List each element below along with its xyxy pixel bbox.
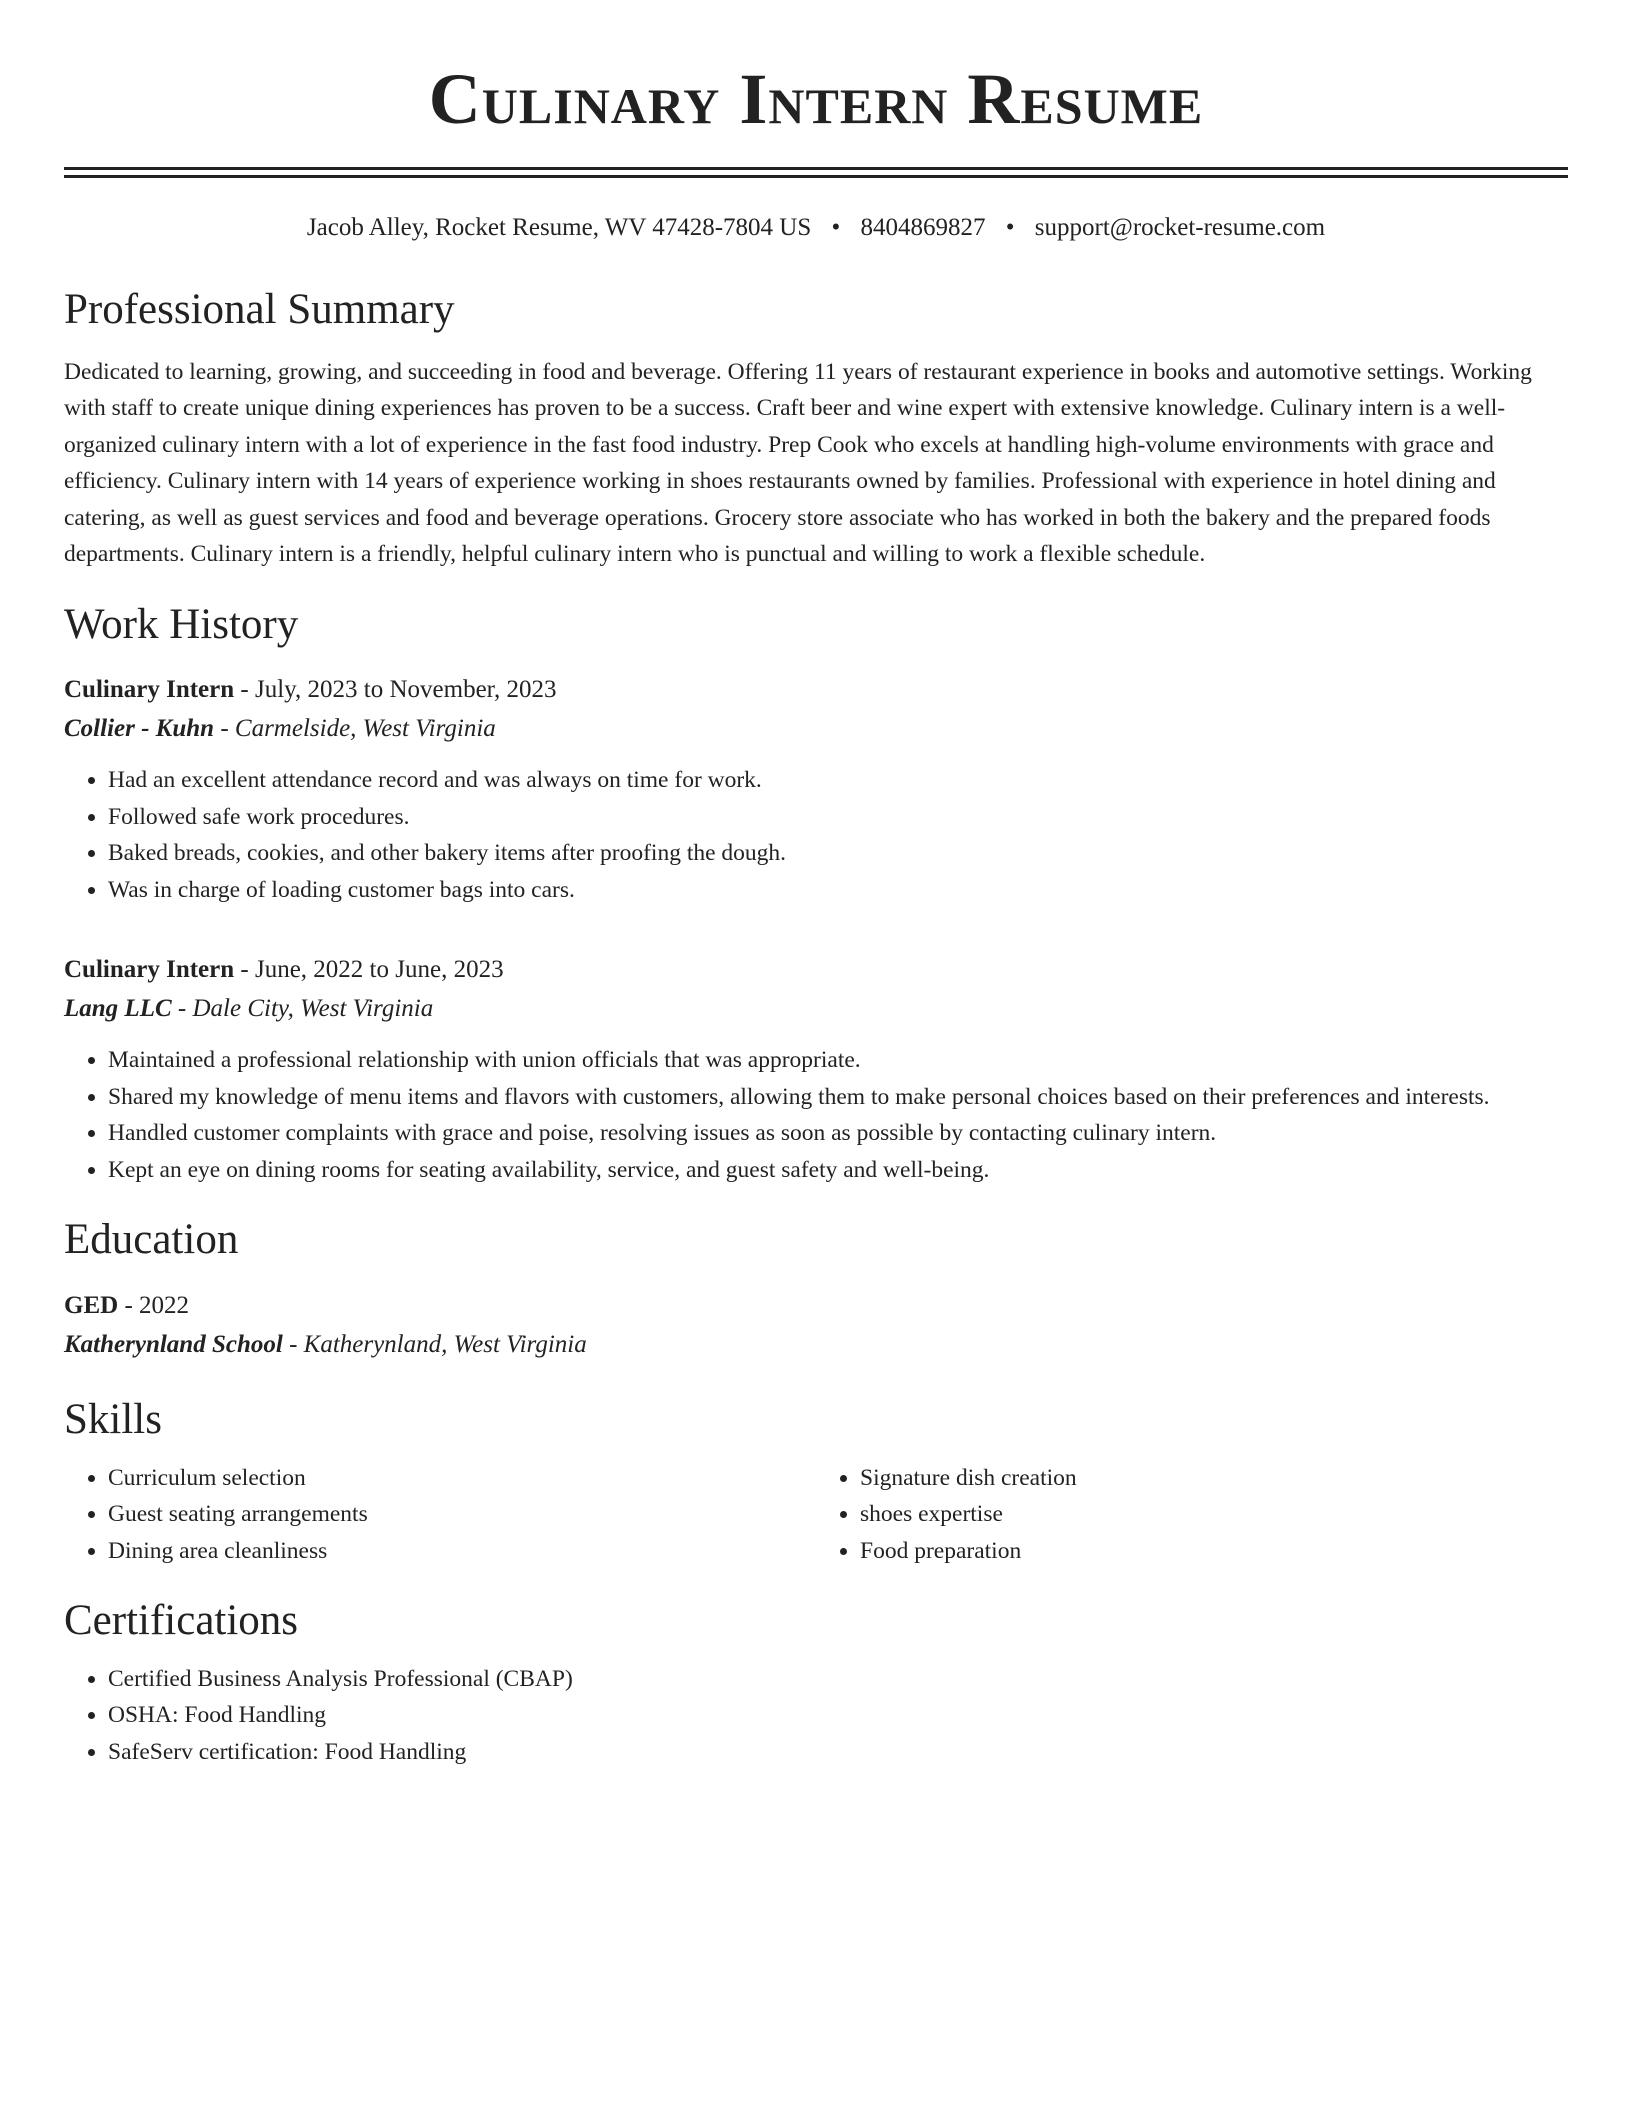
job-bullets [64, 1042, 1568, 1188]
job-location: Carmelside, West Virginia [234, 715, 496, 743]
education-school: Katherynland School [64, 1331, 283, 1359]
education-dash: - [118, 1292, 140, 1320]
education-year: 2022 [139, 1292, 190, 1320]
job-title-line [64, 950, 1568, 989]
education-degree-line [64, 1286, 1568, 1325]
job-dash: - [214, 715, 235, 743]
list-item: • Guest seating arrangements [108, 1496, 816, 1533]
education-section [64, 1214, 1568, 1364]
certifications-heading: Certifications [64, 1597, 299, 1645]
contact-separator: • [1005, 213, 1015, 241]
skills-section [64, 1394, 1568, 1569]
resume-title: Culinary Intern Resume [428, 59, 1204, 139]
list-item: • Was in charge of loading customer bags into cars. [108, 872, 1568, 909]
skills-grid [64, 1460, 1568, 1570]
list-item: • Had an excellent attendance record and was always on time for work. [108, 762, 1568, 799]
job-company: Lang LLC [64, 995, 172, 1023]
job-dates: June, 2022 to June, 2023 [254, 956, 504, 984]
title-double-rule [64, 167, 1568, 178]
job-entry [64, 670, 1568, 908]
education-dash: - [282, 1331, 304, 1359]
list-item: • Dining area cleanliness [108, 1533, 816, 1570]
education-entry [64, 1286, 1568, 1364]
contact-address: Jacob Alley, Rocket Resume, WV 47428-7804 US [306, 213, 812, 241]
list-item: • Kept an eye on dining rooms for seating availability, service, and guest safety and well-being. [108, 1152, 1568, 1189]
list-item: • Baked breads, cookies, and other bakery items after proofing the dough. [108, 835, 1568, 872]
job-dash: - [234, 956, 255, 984]
education-degree: GED [64, 1292, 119, 1320]
certifications-section [64, 1595, 1568, 1770]
job-dates: July, 2023 to November, 2023 [254, 676, 557, 704]
contact-email: support@rocket-resume.com [1034, 213, 1326, 241]
summary-text: Dedicated to learning, growing, and succeeding in food and beverage. Offering 11 years of restaurant experience in books and automotive settings. Working with staff to create unique dining experiences has proven to be a success. Craft beer and wine expert with extensive knowledge. Culinary intern is a well-organized culinary intern with a lot of experience in the fast food industry. Prep Cook who excels at handling high-volume environments with grace and efficiency. Culinary intern with 14 years of experience working in shoes restaurants owned by families. Professional with experience in hotel dining and catering, as well as guest services and food and beverage operations. Grocery store associate who has worked in both the bakery and the prepared foods departments. Culinary intern is a friendly, helpful culinary intern who is punctual and willing to work a flexible schedule. [64, 358, 1532, 568]
job-company-line [64, 989, 1568, 1028]
list-item: • Signature dish creation [860, 1460, 1568, 1497]
list-item: • Maintained a professional relationship with union officials that was appropriate. [108, 1042, 1568, 1079]
list-item: • Curriculum selection [108, 1460, 816, 1497]
list-item: • Handled customer complaints with grace and poise, resolving issues as soon as possible by contacting culinary intern. [108, 1115, 1568, 1152]
education-school-line [64, 1325, 1568, 1364]
summary-section [64, 284, 1568, 573]
certifications-list [64, 1661, 1568, 1771]
list-item: • Followed safe work procedures. [108, 799, 1568, 836]
summary-heading: Professional Summary [64, 286, 455, 334]
education-location: Katherynland, West Virginia [303, 1331, 587, 1359]
list-item: • shoes expertise [860, 1496, 1568, 1533]
education-heading: Education [64, 1216, 239, 1264]
contact-line [64, 212, 1568, 245]
list-item: • OSHA: Food Handling [108, 1697, 1568, 1734]
job-company: Collier - Kuhn [64, 715, 215, 743]
list-item: • Food preparation [860, 1533, 1568, 1570]
job-title-line [64, 670, 1568, 709]
job-title: Culinary Intern [64, 676, 235, 704]
job-title: Culinary Intern [64, 956, 235, 984]
job-dash: - [171, 995, 193, 1023]
contact-separator: • [831, 213, 841, 241]
skills-list-left [64, 1460, 816, 1570]
skills-heading: Skills [64, 1396, 162, 1444]
job-bullets [64, 762, 1568, 908]
list-item: • SafeServ certification: Food Handling [108, 1734, 1568, 1771]
work-history-heading: Work History [64, 600, 299, 648]
job-dash: - [234, 676, 255, 704]
contact-phone: 8404869827 [860, 213, 986, 241]
list-item: • Shared my knowledge of menu items and flavors with customers, allowing them to make personal choices based on their preferences and interests. [108, 1079, 1568, 1116]
job-company-line [64, 709, 1568, 748]
work-history-section [64, 599, 1568, 1189]
skills-list-right [816, 1460, 1568, 1570]
job-entry [64, 950, 1568, 1188]
job-location: Dale City, West Virginia [192, 995, 434, 1023]
list-item: • Certified Business Analysis Professional (CBAP) [108, 1661, 1568, 1698]
